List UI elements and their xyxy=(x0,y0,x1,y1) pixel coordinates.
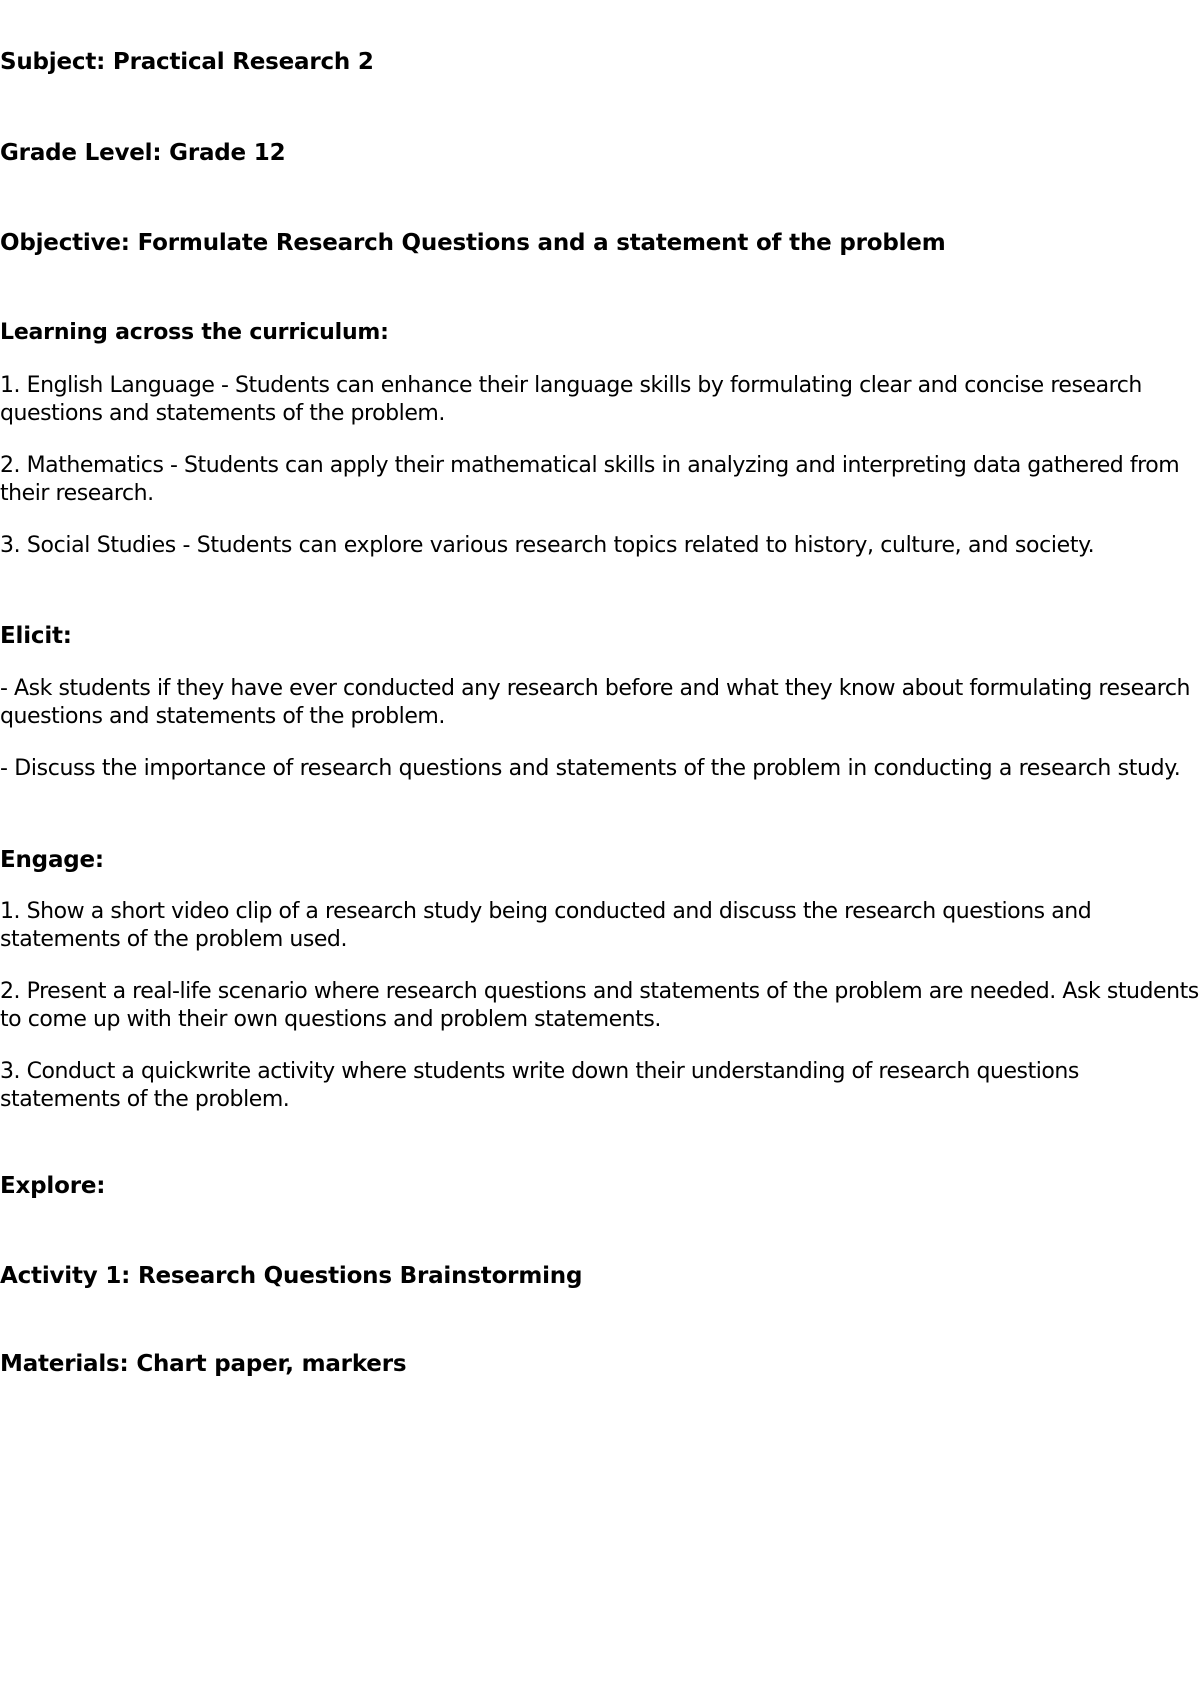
elicit-item-ask: - Ask students if they have ever conducted any research before and what they know about formulating research questions and statements of the problem. xyxy=(0,676,1191,729)
materials-line: Materials: Chart paper, markers xyxy=(0,1351,407,1377)
engage-item-scenario: 2. Present a real-life scenario where research questions and statements of the problem are needed. Ask students to come up with their own questions and problem statements. xyxy=(0,979,1199,1032)
engage-item-quickwrite: 3. Conduct a quickwrite activity where students write down their understanding of research questions statements of the problem. xyxy=(0,1059,1079,1112)
engage-heading: Engage: xyxy=(0,847,104,873)
subject-line: Subject: Practical Research 2 xyxy=(0,49,374,75)
curriculum-item-social-studies: 3. Social Studies - Students can explore various research topics related to history, culture, and society. xyxy=(0,533,1095,558)
elicit-item-discuss: - Discuss the importance of research questions and statements of the problem in conducting a research study. xyxy=(0,756,1181,781)
explore-heading: Explore: xyxy=(0,1173,106,1199)
objective-line: Objective: Formulate Research Questions and a statement of the problem xyxy=(0,230,946,256)
activity-title: Activity 1: Research Questions Brainstorming xyxy=(0,1263,583,1289)
engage-item-video: 1. Show a short video clip of a research study being conducted and discuss the research questions and statements of the problem used. xyxy=(0,899,1092,952)
grade-level-line: Grade Level: Grade 12 xyxy=(0,140,286,166)
curriculum-item-mathematics: 2. Mathematics - Students can apply their mathematical skills in analyzing and interpreting data gathered from their research. xyxy=(0,453,1180,506)
curriculum-heading: Learning across the curriculum: xyxy=(0,320,389,345)
elicit-heading: Elicit: xyxy=(0,623,72,649)
curriculum-item-english: 1. English Language - Students can enhance their language skills by formulating clear and concise research questions and statements of the problem. xyxy=(0,373,1142,426)
